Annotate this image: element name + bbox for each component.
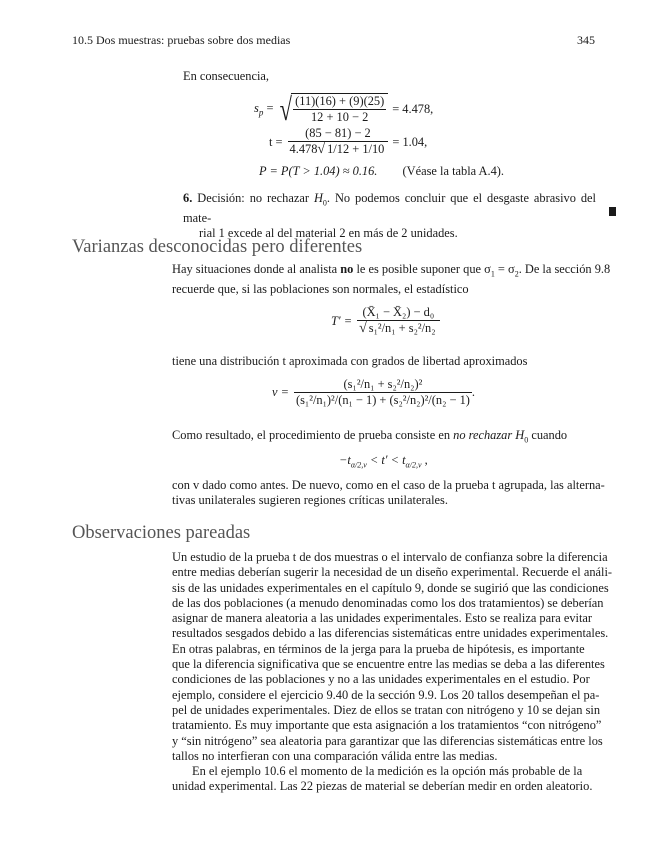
s2-line: sis de las unidades experimentales en el capítulo 9, donde se sugirió que las condiciones [172, 580, 609, 595]
s1-p3-b: cuando [528, 428, 568, 442]
sp-eq: = [266, 100, 274, 115]
decision-h-sub: 0 [322, 198, 327, 208]
ineq-end: , [421, 453, 428, 467]
s2-line: Un estudio de la prueba t de dos muestras o el intervalo de confianza sobre la diferencia [172, 550, 608, 564]
intro-text: En consecuencia, [183, 69, 270, 83]
s2-line: y “sin nitrógeno” sea aleatoria para garantizar que las diferencias sistemáticas entre los [172, 733, 603, 748]
s2-line: unidad experimental. Las 22 piezas de material se deberían medir en orden aleatorio. [172, 779, 593, 794]
t-result: = 1.04, [392, 134, 428, 149]
t-fraction [288, 126, 389, 158]
decision-text-a: Decisión: no rechazar [197, 191, 314, 205]
s1-p1-bold: no [340, 262, 354, 276]
s2-line: resultados sesgados debido a las diferencias sistemáticas entre unidades experimentales. [172, 626, 609, 641]
s2-line: pel de unidades experimentales. Diez de ellos se tratan con nitrógeno y 10 se dejan sin [172, 702, 601, 717]
s2-line: En el ejemplo 10.6 el momento de la medición es la opción más probable de la [192, 764, 583, 779]
v-denominator: (s₁²/n₁)²/(n₁ − 1) + (s₂²/n₂)²/(n₂ − 1) [295, 393, 470, 407]
sp-sub: p [258, 107, 264, 118]
s1-p1-a: Hay situaciones donde al analista [172, 262, 341, 276]
tprime-sqrt-sign: √ [359, 321, 367, 336]
sp-denominator: 12 + 10 − 2 [310, 110, 369, 124]
t-den-b: 1/12 + 1/10 [327, 142, 385, 156]
s1-p3-a: Como resultado, el procedimiento de prueba consiste en [172, 428, 454, 442]
v-fraction [294, 377, 472, 408]
tprime-denominator: s₁²/n₁ + s₂²/n₂ [368, 321, 436, 335]
ineq-sub1: α/2,v [350, 460, 367, 470]
s2-line: que la diferencia significativa que se encuentre entre las medias se deba a las diferentes [172, 657, 605, 672]
inequality [339, 453, 428, 469]
s2-line: condiciones de las poblaciones y no a las unidades experimentales en el estudio. Por [172, 672, 590, 687]
t-denominator [288, 142, 389, 158]
decision-number: 6. [183, 191, 193, 205]
running-header [72, 33, 595, 48]
section1-paragraph4 [172, 478, 616, 509]
v-end: . [471, 385, 476, 399]
equation-t [269, 126, 427, 158]
section-title-unequal-variances: Varianzas desconocidas pero diferentes [72, 237, 363, 257]
s1-p4-line1: con v dado como antes. De nuevo, como en el caso de la prueba t agrupada, las alterna- [172, 478, 605, 492]
decision-step [183, 191, 596, 241]
decision-line2: rial 1 excede al del material 2 en más de 2 unidades. [199, 226, 458, 241]
section2-paragraph1 [172, 550, 616, 795]
tprime-denominator-wrap [357, 321, 440, 337]
s2-line: asignar de manera aleatoria a las unidades experimentales. Esto se realiza para evitar [172, 611, 593, 626]
s1-p1-c: = σ [494, 262, 515, 276]
equation-v [272, 377, 475, 408]
sp-result: = 4.478, [392, 101, 434, 116]
page-number: 345 [577, 33, 595, 47]
sp-numerator: (11)(16) + (9)(25) [295, 94, 385, 108]
s1-p4-line2: tivas unilaterales sugieren regiones críticas unilaterales. [172, 493, 448, 508]
p-equation-text: P = P(T > 1.04) ≈ 0.16. [259, 164, 378, 178]
s2-line: ejemplo, considere el ejercicio 9.40 de la sección 9.9. Los 20 tallos desempeñan el pa- [172, 687, 600, 702]
equation-p [259, 164, 504, 179]
section1-paragraph3: Como resultado, el procedimiento de prueba consiste en no rechazar $H_0$ cuando [172, 428, 568, 445]
sqrt-sign: √ [279, 91, 292, 127]
equation-t-prime [331, 305, 440, 337]
decision-h: H [313, 191, 323, 205]
ineq-sub2: α/2,v [405, 460, 422, 470]
tprime-lhs: T′ = [331, 313, 353, 328]
s1-p1-line2: recuerde que, si las poblaciones son normales, el estadístico [172, 281, 469, 296]
ineq-start: −t [339, 453, 351, 467]
qed-mark-icon [609, 207, 616, 216]
v-numerator: (s₁²/n₁ + s₂²/n₂)² [294, 377, 472, 393]
section1-paragraph2: tiene una distribución t aproximada con grados de libertad aproximados [172, 354, 528, 368]
t-den-a: 4.478 [289, 142, 318, 156]
s1-p1-b: le es posible suponer que σ [353, 262, 491, 276]
v-lhs: v = [272, 385, 289, 399]
s2-line: tallos no interfieran con una comparación válida entre las medias. [172, 748, 498, 763]
p-table-note: (Véase la tabla A.4). [402, 164, 505, 178]
section1-paragraph1: Hay situaciones donde al analista no le es posible suponer que $\sigma_1 = \sigma_2$. De la sección 9.8 recuerde que, si las poblaciones son normales, el estadístico [172, 262, 616, 297]
t-lhs: t = [269, 134, 283, 149]
s2-line: En otras palabras, en términos de la jerga para la prueba de hipótesis, es importante [172, 641, 585, 656]
s2-line: entre medias deberían sugerir la necesidad de un diseño experimental. Recuerde el análi- [172, 565, 613, 580]
s2-line: tratamiento. Es muy importante que esta asignación a los tratamientos “con nitrógeno” [172, 718, 602, 733]
sp-lhs: s [254, 100, 259, 115]
s1-p3-italic: no rechazar H [453, 428, 525, 442]
sp-fraction [291, 93, 388, 125]
ineq-mid: < t′ < t [366, 453, 406, 467]
tprime-numerator: (X̄₁ − X̄₂) − d₀ [357, 305, 440, 321]
tprime-fraction [357, 305, 440, 337]
equation-sp [254, 93, 433, 125]
t-sqrt-sign: √ [317, 142, 326, 157]
decision-text-b: . No podemos concluir que el desgaste abrasivo del mate- [183, 191, 596, 225]
header-section: 10.5 Dos muestras: pruebas sobre dos medias [72, 33, 291, 47]
s2-line: de las dos poblaciones (a menudo denominadas como los dos tratamientos) se deberían [172, 595, 604, 610]
section-title-paired-observations: Observaciones pareadas [72, 523, 251, 543]
t-numerator: (85 − 81) − 2 [288, 126, 389, 142]
s1-p1-d: . De la sección 9.8 [518, 262, 611, 276]
